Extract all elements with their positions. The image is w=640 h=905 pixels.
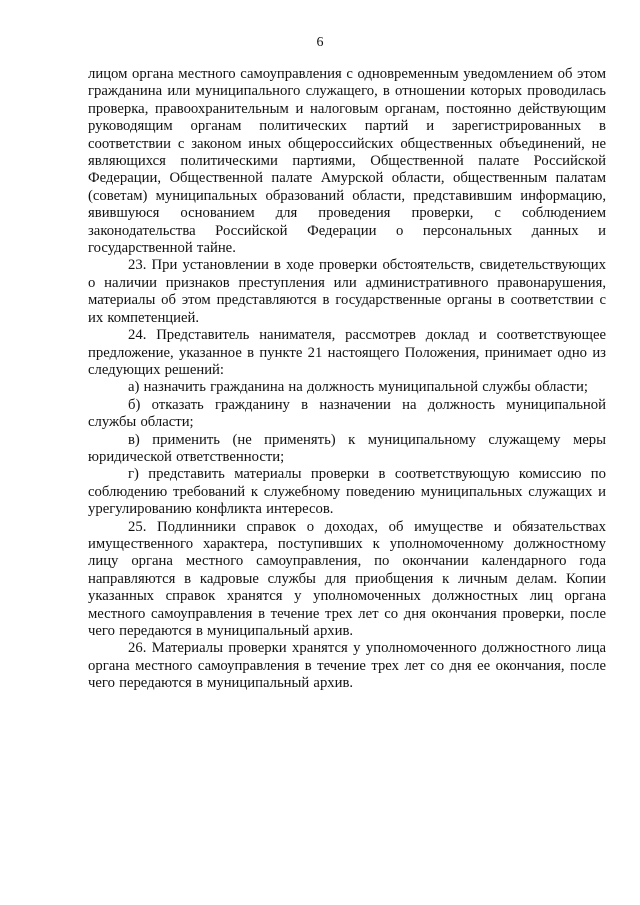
page-number: 6	[316, 35, 324, 50]
paragraph-clause-24-v: в) применить (не применять) к муниципальному служащему меры юридической ответственности;	[88, 431, 606, 465]
paragraph-continuation: лицом органа местного самоуправления с одновременным уведомлением об этом гражданина или муниципального служащего, в отношении которых проводилась проверка, правоохранительным и налоговым органам, постоянно действующим руководящим органам политических партий и зарегистрированных в соответствии с законом иных общероссийских общественных объединений, не являющихся политическими партиями, Общественной палате Российской Федерации, Общественной палате Амурской области, общественным палатам (советам) муниципальных образований области, представившим информацию, явившуюся основанием для проведения проверки, с соблюдением законодательства Российской Федерации о персональных данных и государственной тайне.	[88, 66, 606, 257]
paragraph-clause-23: 23. При установлении в ходе проверки обстоятельств, свидетельствующих о наличии признаков преступления или административного правонарушения, материалы об этом представляются в государственные органы в соответствии с их компетенцией.	[88, 257, 606, 326]
paragraph-clause-24: 24. Представитель нанимателя, рассмотрев доклад и соответствующее предложение, указанное в пункте 21 настоящего Положения, принимает одно из следующих решений:	[88, 327, 606, 378]
paragraph-clause-24-a: а) назначить гражданина на должность муниципальной службы области;	[128, 379, 588, 396]
paragraph-clause-24-g: г) представить материалы проверки в соответствующую комиссию по соблюдению требований к служебному поведению муниципальных служащих и урегулированию конфликта интересов.	[88, 466, 606, 518]
paragraph-clause-24-b: б) отказать гражданину в назначении на должность муниципальной службы области;	[88, 396, 606, 431]
paragraph-clause-26: 26. Материалы проверки хранятся у уполномоченного должностного лица органа местного самоуправления в течение трех лет со дня ее окончания, после чего передаются в муниципальный архив.	[88, 640, 606, 692]
paragraph-clause-25: 25. Подлинники справок о доходах, об имуществе и обязательствах имущественного характера, поступивших к уполномоченному должностному лицу органа местного самоуправления, по окончании календарного года направляются в кадровые службы для приобщения к личным делам. Копии указанных справок хранятся у уполномоченных должностных лиц органа местного самоуправления в течение трех лет со дня окончания проверки, после чего передаются в муниципальный архив.	[88, 518, 606, 639]
document-body	[88, 66, 606, 693]
